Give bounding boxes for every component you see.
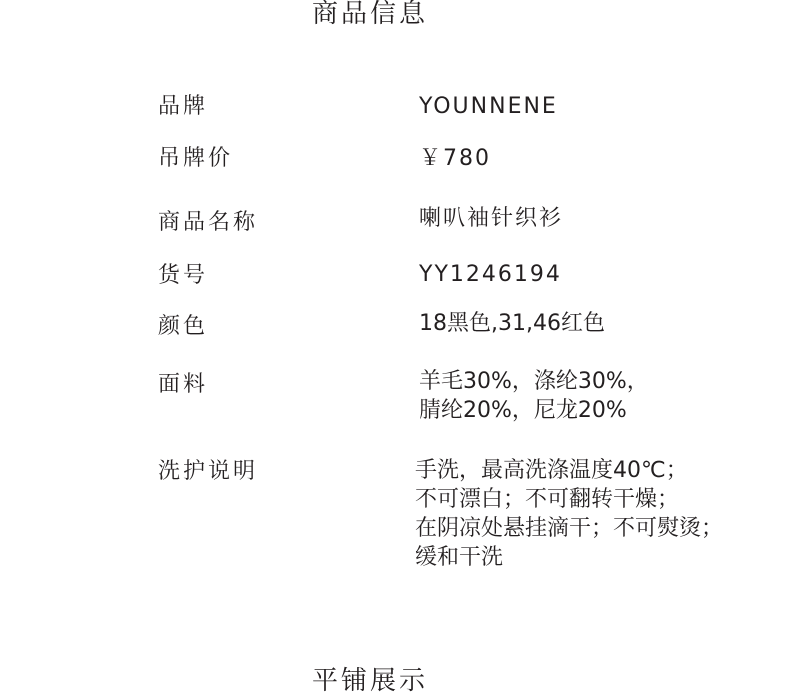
care-line: 不可漂白；不可翻转干燥； <box>415 487 680 512</box>
tag-price-value: ￥780 <box>419 146 491 171</box>
tag-price-label: 吊牌价 <box>158 146 234 171</box>
care-line: 在阴凉处悬挂滴干；不可熨烫； <box>415 516 724 541</box>
care-instructions-label: 洗护说明 <box>158 459 259 484</box>
section-title: 商品信息 <box>311 0 428 29</box>
care-instructions-value <box>415 456 723 572</box>
item-number-value: YY1246194 <box>419 262 562 287</box>
brand-value: YOUNNENE <box>419 94 558 119</box>
color-value: 18黑色,31,46红色 <box>419 311 605 336</box>
fabric-label: 面料 <box>158 372 209 397</box>
care-line: 缓和干洗 <box>415 545 504 570</box>
fabric-value <box>419 367 649 425</box>
color-label: 颜色 <box>158 314 209 339</box>
brand-label: 品牌 <box>158 94 209 119</box>
care-line: 手洗，最高洗涤温度40℃； <box>415 458 688 483</box>
product-name-label: 商品名称 <box>158 210 259 235</box>
product-name-value: 喇叭袖针织衫 <box>419 206 564 231</box>
fabric-line: 羊毛30%，涤纶30%， <box>419 369 649 394</box>
next-section-title: 平铺展示 <box>311 666 428 696</box>
item-number-label: 货号 <box>158 263 209 288</box>
fabric-line: 腈纶20%，尼龙20% <box>419 398 627 423</box>
